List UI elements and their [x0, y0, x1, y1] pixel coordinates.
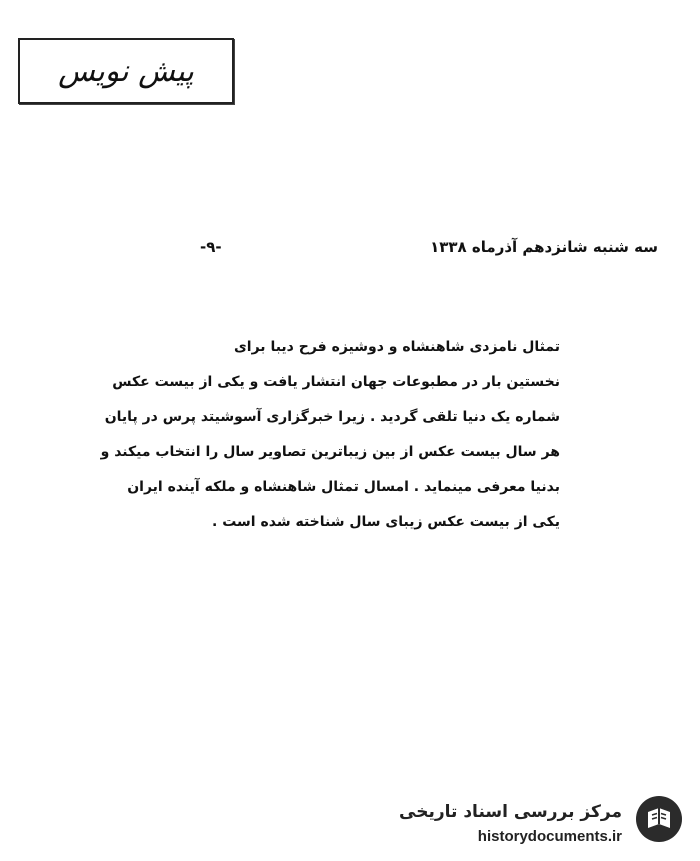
body-line: نخستین بار در مطبوعات جهان انتشار یافت و یکی از بیست عکس	[112, 374, 560, 390]
archive-watermark-url: historydocuments.ir	[477, 828, 622, 845]
document-date: سه شنبه شانزدهم آذرماه ۱۳۳۸	[430, 238, 658, 256]
body-line: یکی از بیست عکس زیبای سال شناخته شده است .	[212, 514, 560, 530]
body-line: بدنیا معرفی مینماید . امسال تمثال شاهنشاه و ملکه آینده ایران	[127, 479, 560, 495]
archive-book-logo-icon	[636, 796, 682, 842]
body-line: شماره یک دنیا تلقی گردید . زیرا خبرگزاری آسوشیتد پرس در پایان	[104, 409, 560, 425]
body-line: تمثال نامزدی شاهنشاه و دوشیزه فرح دیبا برای	[233, 339, 560, 355]
body-line: هر سال بیست عکس از بین زیباترین تصاویر سال را انتخاب میکند و	[100, 444, 560, 460]
document-body	[100, 330, 560, 540]
draft-stamp	[18, 38, 234, 104]
page-number: -۹-	[200, 238, 222, 256]
archive-watermark-title: مرکز بررسی اسناد تاریخی	[399, 802, 622, 822]
draft-stamp-label: پیش نویس	[58, 53, 194, 89]
